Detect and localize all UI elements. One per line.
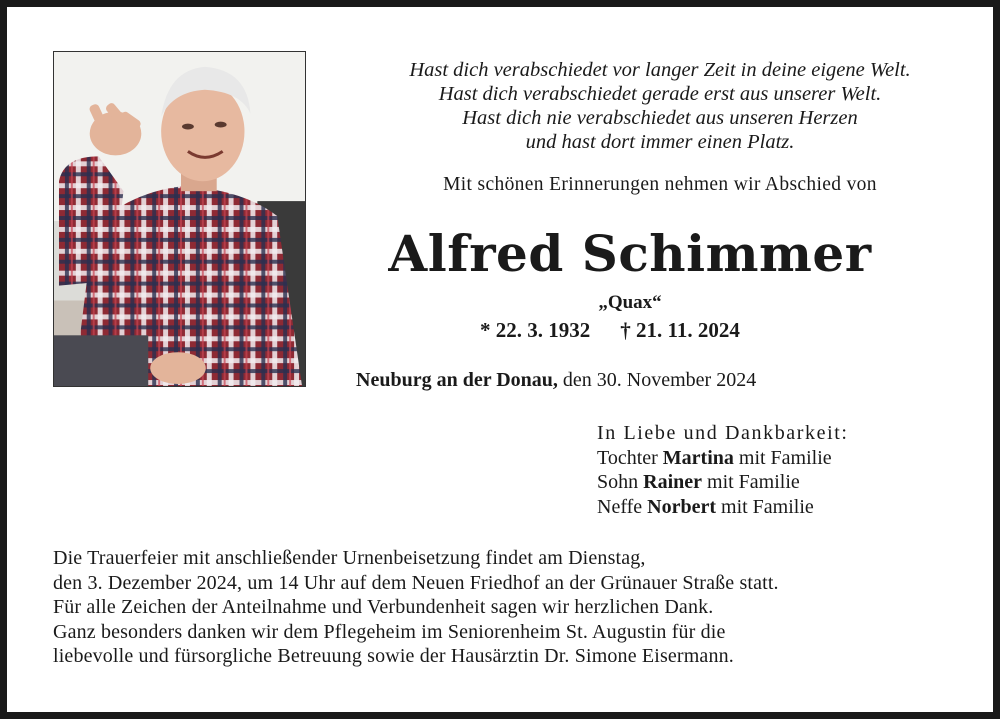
birth-date: * 22. 3. 1932 xyxy=(480,318,591,342)
poem-line: Hast dich verabschiedet vor langer Zeit in deine eigene Welt. xyxy=(409,59,911,81)
mourner-relation: Sohn xyxy=(597,471,639,493)
life-dates xyxy=(480,318,740,343)
mourner-line xyxy=(597,495,849,520)
place-date: den 30. November 2024 xyxy=(562,369,757,391)
funeral-info xyxy=(53,546,779,669)
mourner-suffix: mit Familie xyxy=(707,471,800,493)
funeral-info-line: den 3. Dezember 2024, um 14 Uhr auf dem Neuen Friedhof an der Grünauer Straße statt. xyxy=(53,571,779,594)
funeral-info-line: Für alle Zeichen der Anteilnahme und Verbundenheit sagen wir herzlichen Dank. xyxy=(53,596,714,618)
death-date: † 21. 11. 2024 xyxy=(620,318,740,342)
place-and-date xyxy=(356,369,756,392)
funeral-info-line: Ganz besonders danken wir dem Pflegeheim im Seniorenheim St. Augustin für die xyxy=(53,620,726,643)
portrait-photo xyxy=(53,51,306,387)
farewell-intro: Mit schönen Erinnerungen nehmen wir Abschied von xyxy=(443,174,877,195)
poem-line: Hast dich nie verabschiedet aus unseren Herzen xyxy=(462,107,858,129)
mourner-suffix: mit Familie xyxy=(738,446,832,469)
mourner-line xyxy=(597,446,849,471)
funeral-info-line: liebevolle und fürsorgliche Betreuung sowie der Hausärztin Dr. Simone Eisermann. xyxy=(53,645,734,667)
deceased-nickname: „Quax“ xyxy=(598,292,662,313)
mourners-block xyxy=(597,421,849,519)
mourner-name: Rainer xyxy=(643,471,703,493)
mourner-line xyxy=(597,470,849,495)
memorial-poem xyxy=(320,58,1000,154)
mourners-header: In Liebe und Dankbarkeit: xyxy=(597,422,849,444)
deceased-name: Alfred Schimmer xyxy=(388,224,872,283)
funeral-info-line: Die Trauerfeier mit anschließender Urnenbeisetzung findet am Dienstag, xyxy=(53,547,646,569)
place-city: Neuburg an der Donau, xyxy=(356,369,558,391)
poem-line: und hast dort immer einen Platz. xyxy=(525,131,795,153)
mourner-relation: Neffe xyxy=(597,495,643,518)
mourner-name: Martina xyxy=(662,446,734,469)
poem-line: Hast dich verabschiedet gerade erst aus unserer Welt. xyxy=(438,83,882,105)
mourner-suffix: mit Familie xyxy=(721,495,814,518)
mourner-name: Norbert xyxy=(647,495,717,518)
mourner-relation: Tochter xyxy=(597,446,658,469)
